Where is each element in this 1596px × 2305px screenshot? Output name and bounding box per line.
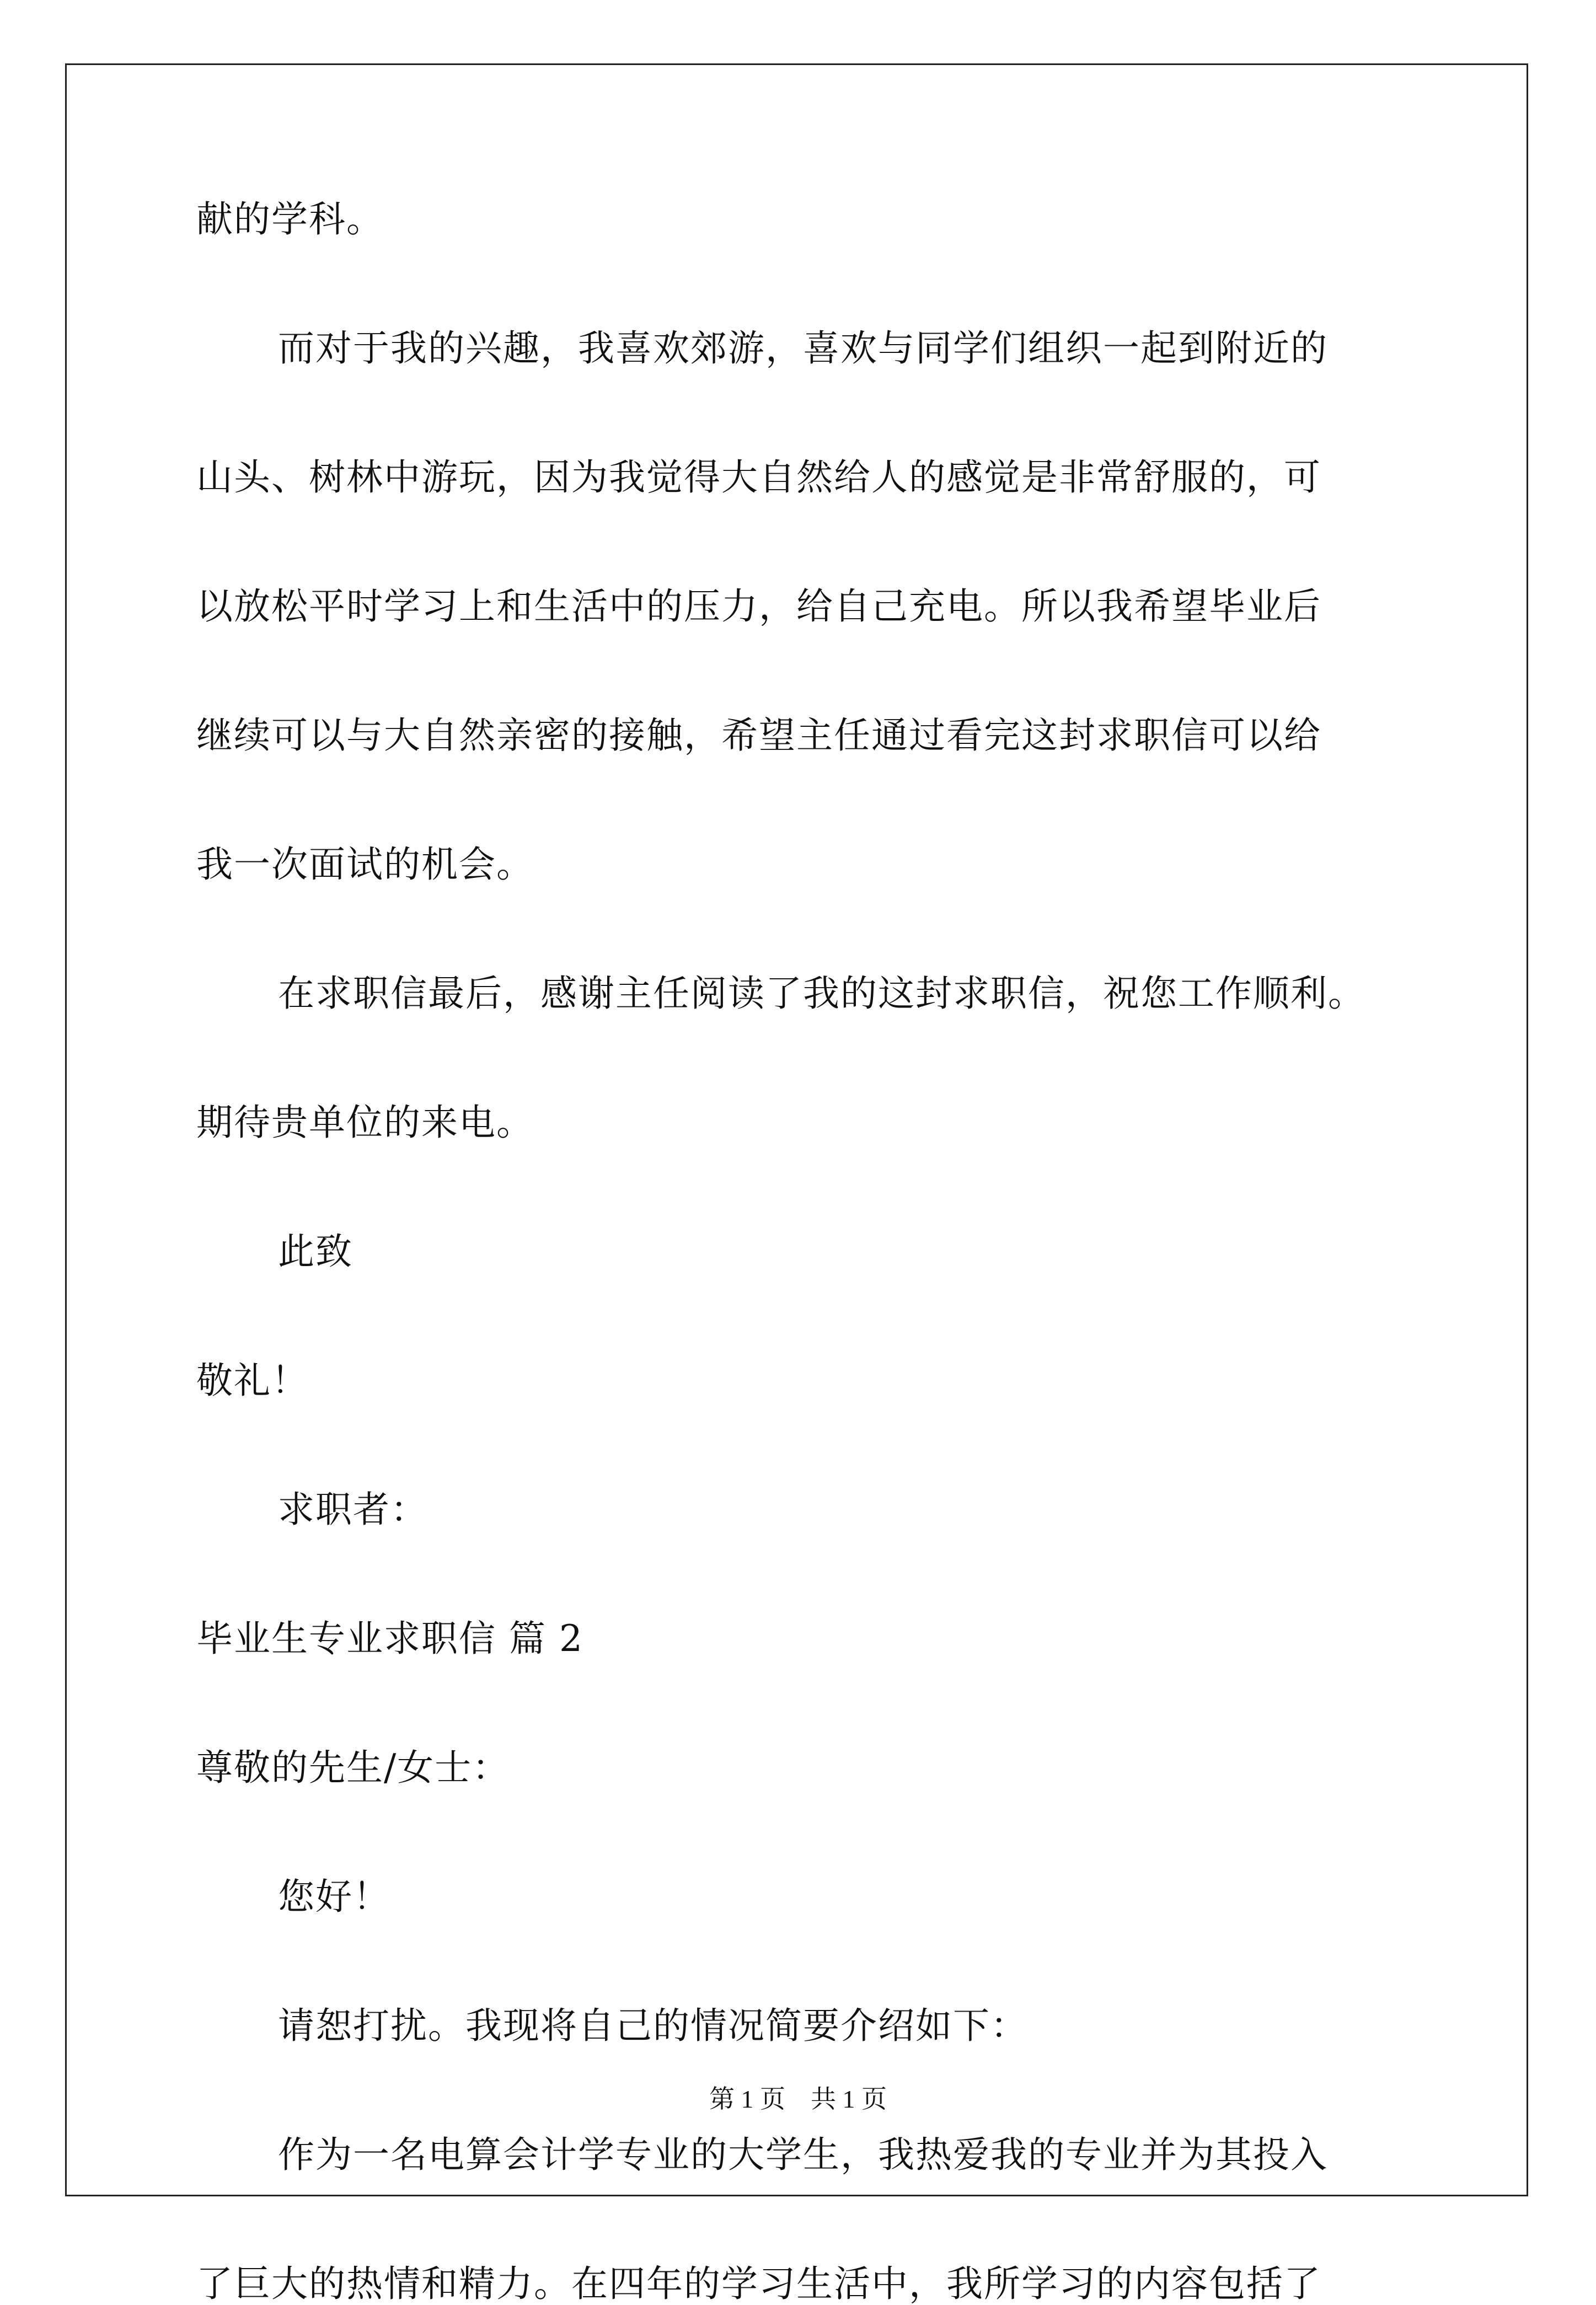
text-line: 我一次面试的机会。	[196, 843, 534, 886]
text-line: 而对于我的兴趣，我喜欢郊游，喜欢与同学们组织一起到附近的	[278, 327, 1328, 369]
section-heading: 毕业生专业求职信 篇 2	[196, 1617, 583, 1660]
text-line: 期待贵单位的来电。	[196, 1101, 534, 1144]
text-line: 尊敬的先生/女士：	[196, 1746, 510, 1789]
text-line: 了巨大的热情和精力。在四年的学习生活中，我所学习的内容包括了	[196, 2263, 1321, 2305]
text-line: 求职者：	[278, 1488, 428, 1531]
text-line: 敬礼！	[196, 1359, 309, 1402]
text-line: 以放松平时学习上和生活中的压力，给自己充电。所以我希望毕业后	[196, 585, 1321, 628]
text-line: 作为一名电算会计学专业的大学生，我热爱我的专业并为其投入	[278, 2134, 1328, 2176]
text-line: 此致	[278, 1230, 353, 1273]
text-line: 在求职信最后，感谢主任阅读了我的这封求职信，祝您工作顺利。	[278, 972, 1365, 1015]
text-line: 请恕打扰。我现将自己的情况简要介绍如下：	[278, 2004, 1028, 2047]
text-line: 献的学科。	[196, 198, 384, 240]
text-line: 山头、树林中游玩，因为我觉得大自然给人的感觉是非常舒服的，可	[196, 456, 1321, 498]
page-number: 第 1 页 共 1 页	[709, 2085, 887, 2113]
text-line: 您好！	[278, 1875, 390, 1918]
text-line: 继续可以与大自然亲密的接触，希望主任通过看完这封求职信可以给	[196, 714, 1321, 757]
